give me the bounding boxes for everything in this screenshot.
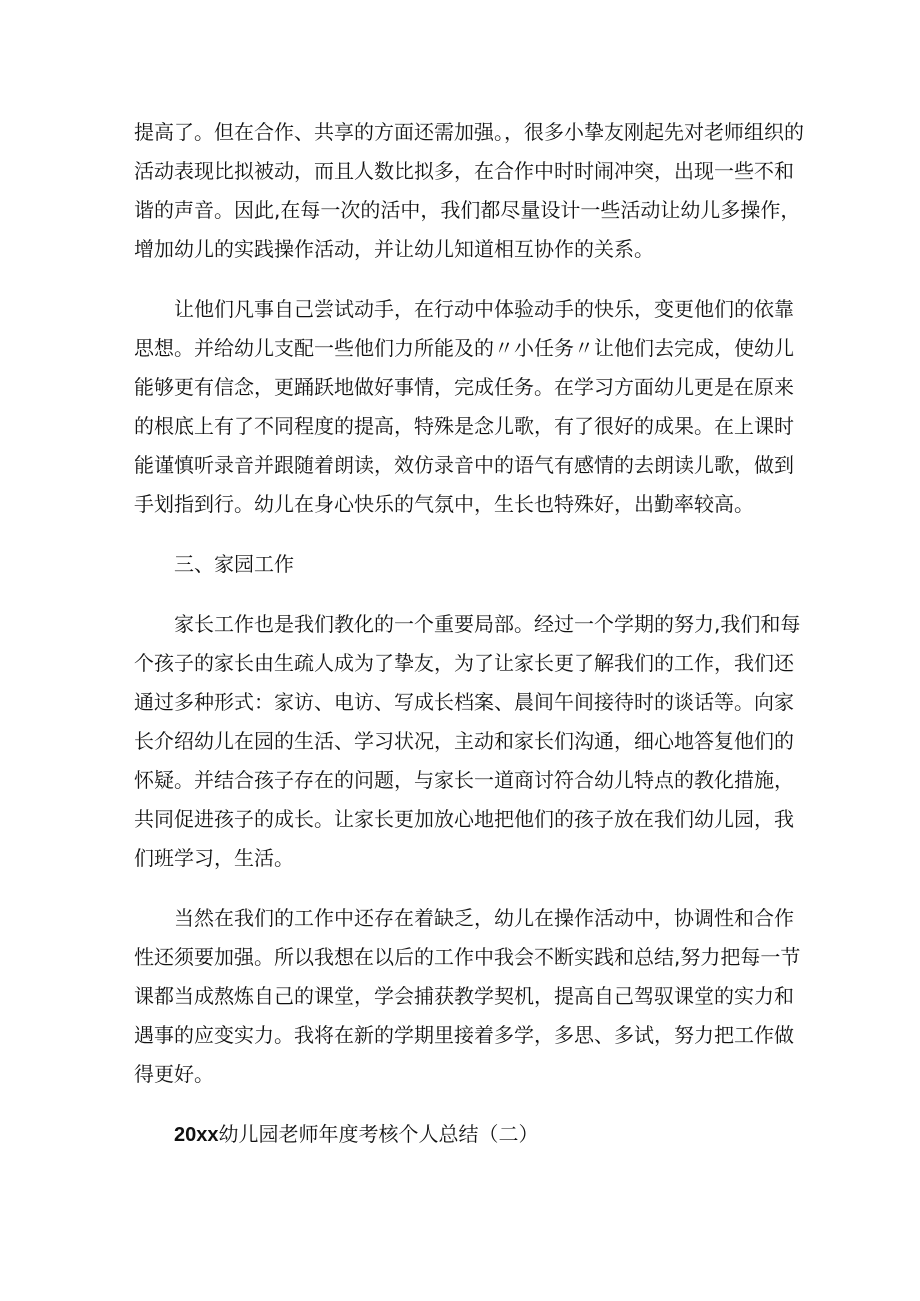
paragraph-hands-on: 让他们凡事自己尝试动手，在行动中体验动手的快乐，变更他们的依靠思想。并给幼儿支配一些他们力所能及的〃小任务〃让他们去完成，使幼儿能够更有信念，更踊跃地做好事情，完成任务。在学习方面幼儿更是在原来的根底上有了不同程度的提高，特殊是念儿歌，有了很好的成果。在上课时能谨慎听录音并跟随着朗读，效仿录音中的语气有感情的去朗读儿歌，做到手划指到行。幼儿在身心快乐的气氛中，生长也特殊好，出勤率较高。 <box>134 297 794 516</box>
title-text: 幼儿园老师年度考核个人总结（二） <box>218 1122 539 1146</box>
paragraph-cooperation: 提高了。但在合作、共享的方面还需加强。，很多小挚友刚起先对老师组织的活动表现比拟被动，而且人数比拟多，在合作中时时闹冲突，出现一些不和谐的声音。因此,在每一次的活中，我们都尽量设计一些活动让幼儿多操作，增加幼儿的实践操作活动，并让幼儿知道相互协作的关系。 <box>134 120 804 261</box>
document-title <box>134 1115 806 1155</box>
paragraph-shortcomings: 当然在我们的工作中还存在着缺乏，幼儿在操作活动中，协调性和合作性还须要加强。所以我想在以后的工作中我会不断实践和总结,努力把每一节课都当成熬炼自己的课堂，学会捕获教学契机，提高自己驾驭课堂的实力和遇事的应变实力。我将在新的学期里接着多学，多思、多试，努力把工作做得更好。 <box>134 906 801 1086</box>
section-heading-home-school: 三、家园工作 <box>174 552 294 576</box>
title-year: 20xx <box>174 1124 219 1146</box>
paragraph-parent-work: 家长工作也是我们教化的一个重要局部。经过一个学期的努力,我们和每个孩子的家长由生疏人成为了挚友，为了让家长更了解我们的工作，我们还通过多种形式：家访、电访、写成长档案、晨间午间接待时的谈话等。向家长介绍幼儿在园的生活、学习状况，主动和家长们沟通，细心地答复他们的怀疑。并结合孩子存在的问题，与家长一道商讨符合幼儿特点的教化措施，共同促进孩子的成长。让家长更加放心地把他们的孩子放在我们幼儿园，我们班学习，生活。 <box>134 612 801 870</box>
document-body <box>134 113 806 1155</box>
